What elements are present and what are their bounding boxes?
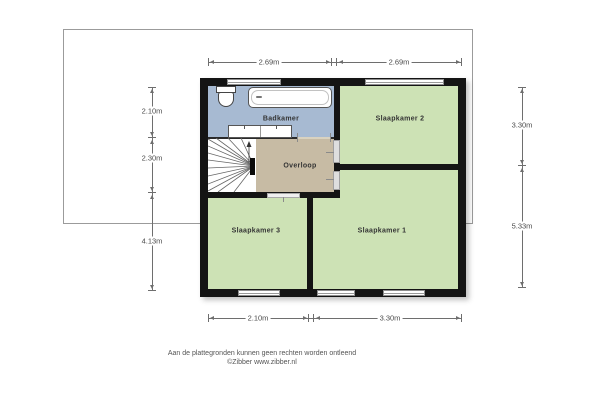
- footer-disclaimer: Aan de plattegronden kunnen geen rechten worden ontleend: [167, 350, 357, 357]
- stairs-newel-post: [250, 158, 255, 175]
- sink-vanity-fixture: [228, 125, 292, 138]
- door-s3-swing-tick: [283, 197, 284, 202]
- room-label-slaapkamer2: Slaapkamer 2: [375, 115, 425, 123]
- staircase: [208, 138, 256, 192]
- window-slaapkamer2: [365, 79, 444, 85]
- dim-right-slaapkamer1: 5.33m: [511, 221, 533, 231]
- window-badkamer: [227, 79, 281, 85]
- dim-top-left: 2.69m: [258, 57, 280, 67]
- dim-bottom-slaapkamer3: 2.10m: [247, 313, 269, 323]
- room-label-overloop: Overloop: [283, 162, 317, 170]
- wall-s3-s1: [307, 198, 313, 289]
- door-slaapkamer1: [333, 171, 340, 190]
- room-slaapkamer3: [208, 198, 307, 289]
- bathtub-inner-rim: [251, 90, 329, 105]
- sink-faucet-left-icon: [244, 126, 245, 129]
- badkamer-door: [298, 137, 330, 140]
- window-slaapkamer1-a: [317, 290, 355, 296]
- dim-left-overloop: 2.30m: [141, 153, 163, 163]
- door-slaapkamer2: [333, 140, 340, 163]
- dim-right-slaapkamer2: 3.30m: [511, 120, 533, 130]
- sink-divider: [260, 126, 261, 137]
- dim-bottom-slaapkamer1: 3.30m: [379, 313, 401, 323]
- wall-s2-s1: [334, 164, 458, 170]
- room-label-slaapkamer1: Slaapkamer 1: [357, 227, 407, 235]
- window-slaapkamer3: [238, 290, 280, 296]
- badkamer-door-tick-right: [330, 133, 331, 142]
- room-slaapkamer2: [340, 86, 458, 164]
- room-label-badkamer: Badkamer: [262, 115, 300, 123]
- window-slaapkamer1-b: [383, 290, 425, 296]
- footer-credit: ©Zibber www.zibber.nl: [227, 359, 297, 366]
- floorplan-body: [200, 78, 466, 297]
- door-s1-swing-tick: [326, 179, 334, 180]
- footer: [62, 349, 462, 367]
- dim-left-badkamer: 2.10m: [141, 106, 163, 116]
- bathtub-faucet-icon: [256, 96, 262, 98]
- dim-top-right: 2.69m: [388, 57, 410, 67]
- door-s2-swing-tick: [326, 152, 334, 153]
- bathtub-fixture: [248, 87, 332, 108]
- sink-faucet-right-icon: [276, 126, 277, 129]
- room-label-slaapkamer3: Slaapkamer 3: [231, 227, 281, 235]
- dim-left-slaapkamer3: 4.13m: [141, 236, 163, 246]
